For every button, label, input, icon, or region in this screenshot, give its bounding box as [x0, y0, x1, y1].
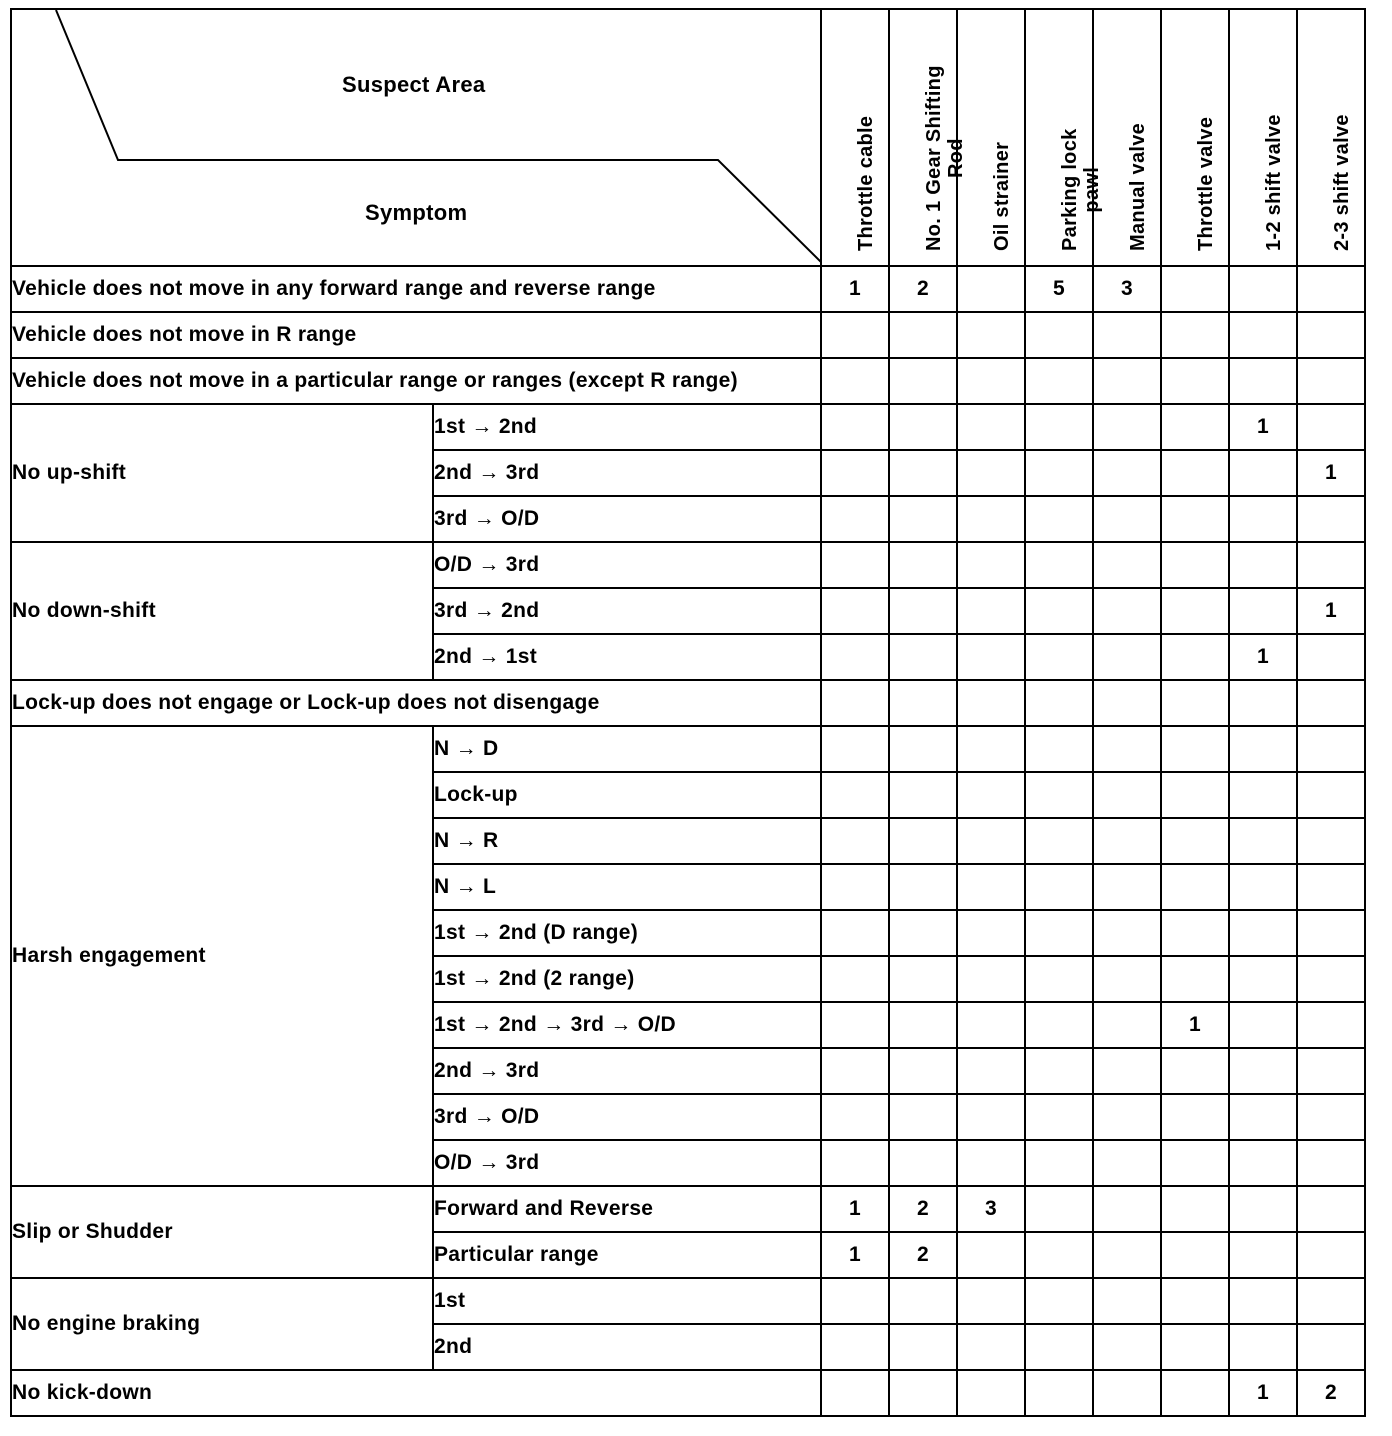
- value-cell: [821, 1002, 889, 1048]
- symptom-group-cell: Harsh engagement: [11, 726, 433, 1186]
- condition-cell: 3rd → O/D: [433, 1094, 821, 1140]
- value-cell: [1025, 1186, 1093, 1232]
- value-cell: [821, 404, 889, 450]
- value-cell: [1025, 772, 1093, 818]
- value-cell: [1297, 1048, 1365, 1094]
- symptom-cell: No kick-down: [11, 1370, 821, 1416]
- value-cell: [1161, 1370, 1229, 1416]
- value-cell: [1025, 956, 1093, 1002]
- symptom-cell: Vehicle does not move in a particular range or ranges (except R range): [11, 358, 821, 404]
- value-cell: [1229, 772, 1297, 818]
- value-cell: 1: [821, 1232, 889, 1278]
- value-cell: [957, 1140, 1025, 1186]
- condition-cell: Forward and Reverse: [433, 1186, 821, 1232]
- value-cell: [889, 818, 957, 864]
- value-cell: [1297, 680, 1365, 726]
- value-cell: [1297, 772, 1365, 818]
- value-cell: [957, 542, 1025, 588]
- value-cell: [1297, 1140, 1365, 1186]
- value-cell: 2: [889, 1232, 957, 1278]
- value-cell: [821, 1140, 889, 1186]
- value-cell: 1: [1229, 1370, 1297, 1416]
- value-cell: [1297, 1324, 1365, 1370]
- value-cell: [1229, 680, 1297, 726]
- value-cell: [1025, 358, 1093, 404]
- value-cell: [1161, 864, 1229, 910]
- value-cell: 1: [1161, 1002, 1229, 1048]
- value-cell: [1297, 956, 1365, 1002]
- value-cell: [889, 450, 957, 496]
- value-cell: [1297, 1002, 1365, 1048]
- value-cell: [1093, 1048, 1161, 1094]
- condition-cell: 1st → 2nd (D range): [433, 910, 821, 956]
- column-header-line1: Throttle valve: [1195, 116, 1217, 251]
- value-cell: [1229, 1094, 1297, 1140]
- value-cell: [889, 1094, 957, 1140]
- value-cell: [1229, 1002, 1297, 1048]
- value-cell: [1025, 680, 1093, 726]
- value-cell: [821, 818, 889, 864]
- value-cell: [821, 588, 889, 634]
- value-cell: [1297, 864, 1365, 910]
- value-cell: [1093, 1324, 1161, 1370]
- value-cell: [1025, 726, 1093, 772]
- value-cell: [1297, 910, 1365, 956]
- column-header: [1025, 9, 1103, 266]
- value-cell: [1025, 450, 1093, 496]
- value-cell: [1161, 266, 1229, 312]
- value-cell: 3: [1093, 266, 1161, 312]
- value-cell: [1297, 1094, 1365, 1140]
- value-cell: 1: [1229, 404, 1297, 450]
- condition-cell: Particular range: [433, 1232, 821, 1278]
- value-cell: [957, 910, 1025, 956]
- value-cell: [889, 496, 957, 542]
- value-cell: [957, 1002, 1025, 1048]
- column-header: [1093, 9, 1161, 266]
- column-header: [1229, 9, 1297, 266]
- value-cell: [1297, 1232, 1365, 1278]
- value-cell: [889, 680, 957, 726]
- value-cell: [1297, 404, 1365, 450]
- condition-cell: 1st: [433, 1278, 821, 1324]
- value-cell: [889, 1048, 957, 1094]
- value-cell: [1025, 1232, 1093, 1278]
- value-cell: [957, 634, 1025, 680]
- troubleshooting-matrix: [10, 8, 1366, 1417]
- value-cell: [889, 910, 957, 956]
- value-cell: [821, 726, 889, 772]
- symptom-cell: Vehicle does not move in R range: [11, 312, 821, 358]
- value-cell: [821, 1094, 889, 1140]
- value-cell: [1093, 404, 1161, 450]
- column-header-line2: Rod: [945, 138, 967, 179]
- column-header: [889, 9, 967, 266]
- value-cell: [1229, 496, 1297, 542]
- value-cell: [957, 588, 1025, 634]
- value-cell: [1093, 1002, 1161, 1048]
- value-cell: [957, 1048, 1025, 1094]
- value-cell: [1025, 1324, 1093, 1370]
- value-cell: 1: [821, 1186, 889, 1232]
- value-cell: [1093, 772, 1161, 818]
- value-cell: [1093, 1186, 1161, 1232]
- value-cell: 2: [1297, 1370, 1365, 1416]
- value-cell: [1025, 1140, 1093, 1186]
- value-cell: [1093, 910, 1161, 956]
- condition-cell: N → D: [433, 726, 821, 772]
- value-cell: [1161, 1324, 1229, 1370]
- value-cell: [889, 358, 957, 404]
- value-cell: [1229, 266, 1297, 312]
- column-header-line1: 1-2 shift valve: [1263, 114, 1285, 251]
- value-cell: [1025, 1278, 1093, 1324]
- condition-cell: 1st → 2nd: [433, 404, 821, 450]
- value-cell: [957, 726, 1025, 772]
- value-cell: [1093, 956, 1161, 1002]
- value-cell: [1161, 772, 1229, 818]
- value-cell: [957, 680, 1025, 726]
- value-cell: [1093, 1278, 1161, 1324]
- value-cell: [1093, 312, 1161, 358]
- value-cell: [1161, 542, 1229, 588]
- value-cell: [1093, 542, 1161, 588]
- value-cell: [821, 634, 889, 680]
- value-cell: [1025, 404, 1093, 450]
- value-cell: 1: [1297, 588, 1365, 634]
- value-cell: [821, 1370, 889, 1416]
- condition-cell: Lock-up: [433, 772, 821, 818]
- column-header-line1: Oil strainer: [991, 141, 1013, 251]
- value-cell: [889, 1278, 957, 1324]
- value-cell: [889, 1324, 957, 1370]
- symptom-cell: Vehicle does not move in any forward range and reverse range: [11, 266, 821, 312]
- value-cell: [1093, 1370, 1161, 1416]
- value-cell: [1025, 1002, 1093, 1048]
- condition-cell: O/D → 3rd: [433, 542, 821, 588]
- value-cell: [1161, 726, 1229, 772]
- value-cell: [957, 772, 1025, 818]
- table-row: [11, 726, 1365, 772]
- value-cell: [1093, 588, 1161, 634]
- value-cell: [1025, 1370, 1093, 1416]
- condition-cell: N → R: [433, 818, 821, 864]
- value-cell: [1093, 680, 1161, 726]
- value-cell: [1297, 312, 1365, 358]
- condition-cell: 1st → 2nd (2 range): [433, 956, 821, 1002]
- value-cell: [1297, 726, 1365, 772]
- condition-cell: 2nd → 3rd: [433, 450, 821, 496]
- symptom-group-cell: No up-shift: [11, 404, 433, 542]
- column-header: [821, 9, 889, 266]
- value-cell: [957, 404, 1025, 450]
- value-cell: [957, 496, 1025, 542]
- table-row: [11, 358, 1365, 404]
- value-cell: [1025, 588, 1093, 634]
- table-row: [11, 1370, 1365, 1416]
- value-cell: [1093, 496, 1161, 542]
- value-cell: 1: [1229, 634, 1297, 680]
- value-cell: [889, 312, 957, 358]
- table-row: [11, 404, 1365, 450]
- value-cell: [1025, 496, 1093, 542]
- value-cell: [1229, 956, 1297, 1002]
- column-header-line2: pawl: [1081, 166, 1103, 213]
- value-cell: [957, 1370, 1025, 1416]
- value-cell: [1093, 450, 1161, 496]
- value-cell: [1297, 358, 1365, 404]
- value-cell: [1297, 1186, 1365, 1232]
- value-cell: [957, 818, 1025, 864]
- value-cell: [957, 1232, 1025, 1278]
- value-cell: [1161, 450, 1229, 496]
- value-cell: [1161, 1278, 1229, 1324]
- value-cell: [1229, 1232, 1297, 1278]
- value-cell: [1161, 680, 1229, 726]
- value-cell: [1161, 404, 1229, 450]
- value-cell: [1093, 1094, 1161, 1140]
- value-cell: [1229, 910, 1297, 956]
- symptom-cell: Lock-up does not engage or Lock-up does not disengage: [11, 680, 821, 726]
- value-cell: [1161, 1232, 1229, 1278]
- diagonal-header-cell: [11, 9, 821, 266]
- value-cell: [1025, 910, 1093, 956]
- value-cell: [1161, 588, 1229, 634]
- condition-cell: 1st → 2nd → 3rd → O/D: [433, 1002, 821, 1048]
- value-cell: [1229, 1186, 1297, 1232]
- value-cell: [1025, 818, 1093, 864]
- value-cell: [889, 1140, 957, 1186]
- value-cell: [889, 864, 957, 910]
- value-cell: [821, 312, 889, 358]
- value-cell: [1297, 634, 1365, 680]
- value-cell: [1229, 450, 1297, 496]
- value-cell: [821, 910, 889, 956]
- value-cell: [821, 496, 889, 542]
- value-cell: [1297, 496, 1365, 542]
- value-cell: [1025, 312, 1093, 358]
- value-cell: [1025, 1094, 1093, 1140]
- value-cell: [1161, 312, 1229, 358]
- value-cell: [957, 312, 1025, 358]
- value-cell: [1025, 542, 1093, 588]
- value-cell: [1229, 726, 1297, 772]
- value-cell: [1229, 864, 1297, 910]
- value-cell: [1161, 910, 1229, 956]
- value-cell: [1297, 542, 1365, 588]
- value-cell: [821, 864, 889, 910]
- value-cell: [1229, 1278, 1297, 1324]
- value-cell: [1229, 818, 1297, 864]
- value-cell: [1161, 1094, 1229, 1140]
- value-cell: 1: [1297, 450, 1365, 496]
- value-cell: [1229, 312, 1297, 358]
- value-cell: [889, 588, 957, 634]
- value-cell: [957, 864, 1025, 910]
- value-cell: [1161, 1186, 1229, 1232]
- column-header-line1: No. 1 Gear Shifting: [923, 65, 945, 251]
- value-cell: 5: [1025, 266, 1093, 312]
- condition-cell: 2nd → 3rd: [433, 1048, 821, 1094]
- value-cell: [821, 680, 889, 726]
- symptom-group-cell: No down-shift: [11, 542, 433, 680]
- table-row: [11, 312, 1365, 358]
- value-cell: [1229, 542, 1297, 588]
- value-cell: [889, 1370, 957, 1416]
- column-header: [1297, 9, 1365, 266]
- value-cell: [1025, 634, 1093, 680]
- value-cell: [1297, 266, 1365, 312]
- header-row: [11, 9, 1365, 266]
- value-cell: [1093, 864, 1161, 910]
- column-header-line1: Throttle cable: [855, 115, 877, 251]
- value-cell: [957, 450, 1025, 496]
- value-cell: [1161, 634, 1229, 680]
- condition-cell: O/D → 3rd: [433, 1140, 821, 1186]
- value-cell: [1161, 956, 1229, 1002]
- value-cell: [821, 450, 889, 496]
- value-cell: [1093, 634, 1161, 680]
- value-cell: [957, 1324, 1025, 1370]
- value-cell: [1161, 818, 1229, 864]
- diagonal-divider: [12, 10, 822, 265]
- value-cell: [821, 1324, 889, 1370]
- column-header-line1: 2-3 shift valve: [1331, 114, 1353, 251]
- value-cell: [1161, 496, 1229, 542]
- condition-cell: 2nd → 1st: [433, 634, 821, 680]
- value-cell: [821, 956, 889, 1002]
- condition-cell: 2nd: [433, 1324, 821, 1370]
- value-cell: [1161, 1048, 1229, 1094]
- suspect-area-label: Suspect Area: [342, 72, 486, 97]
- value-cell: [1093, 726, 1161, 772]
- table-row: [11, 542, 1365, 588]
- value-cell: [957, 956, 1025, 1002]
- value-cell: [1093, 358, 1161, 404]
- value-cell: [1161, 358, 1229, 404]
- value-cell: [889, 772, 957, 818]
- value-cell: [1229, 358, 1297, 404]
- value-cell: [1297, 818, 1365, 864]
- value-cell: [889, 1002, 957, 1048]
- value-cell: [889, 634, 957, 680]
- value-cell: [1229, 588, 1297, 634]
- value-cell: [821, 1048, 889, 1094]
- value-cell: [1297, 1278, 1365, 1324]
- value-cell: 2: [889, 1186, 957, 1232]
- value-cell: [1093, 1140, 1161, 1186]
- value-cell: [1229, 1140, 1297, 1186]
- table-row: [11, 266, 1365, 312]
- symptom-group-cell: Slip or Shudder: [11, 1186, 433, 1278]
- value-cell: [821, 1278, 889, 1324]
- symptom-group-cell: No engine braking: [11, 1278, 433, 1370]
- value-cell: [1229, 1048, 1297, 1094]
- value-cell: 2: [889, 266, 957, 312]
- value-cell: [821, 542, 889, 588]
- column-header: [1161, 9, 1229, 266]
- value-cell: [889, 956, 957, 1002]
- value-cell: [889, 404, 957, 450]
- value-cell: [1025, 1048, 1093, 1094]
- value-cell: [957, 266, 1025, 312]
- column-header-line1: Parking lock: [1059, 128, 1081, 251]
- table-row: [11, 1278, 1365, 1324]
- symptom-label: Symptom: [365, 200, 468, 225]
- value-cell: [1025, 864, 1093, 910]
- condition-cell: 3rd → O/D: [433, 496, 821, 542]
- table-row: [11, 680, 1365, 726]
- value-cell: [889, 542, 957, 588]
- column-header: [957, 9, 1025, 266]
- value-cell: [1161, 1140, 1229, 1186]
- value-cell: [957, 1278, 1025, 1324]
- column-header-line1: Manual valve: [1127, 122, 1149, 251]
- value-cell: [889, 726, 957, 772]
- value-cell: 3: [957, 1186, 1025, 1232]
- table-row: [11, 1186, 1365, 1232]
- condition-cell: N → L: [433, 864, 821, 910]
- value-cell: [821, 358, 889, 404]
- condition-cell: 3rd → 2nd: [433, 588, 821, 634]
- value-cell: 1: [821, 266, 889, 312]
- value-cell: [1229, 1324, 1297, 1370]
- value-cell: [957, 358, 1025, 404]
- value-cell: [957, 1094, 1025, 1140]
- value-cell: [1093, 818, 1161, 864]
- value-cell: [821, 772, 889, 818]
- value-cell: [1093, 1232, 1161, 1278]
